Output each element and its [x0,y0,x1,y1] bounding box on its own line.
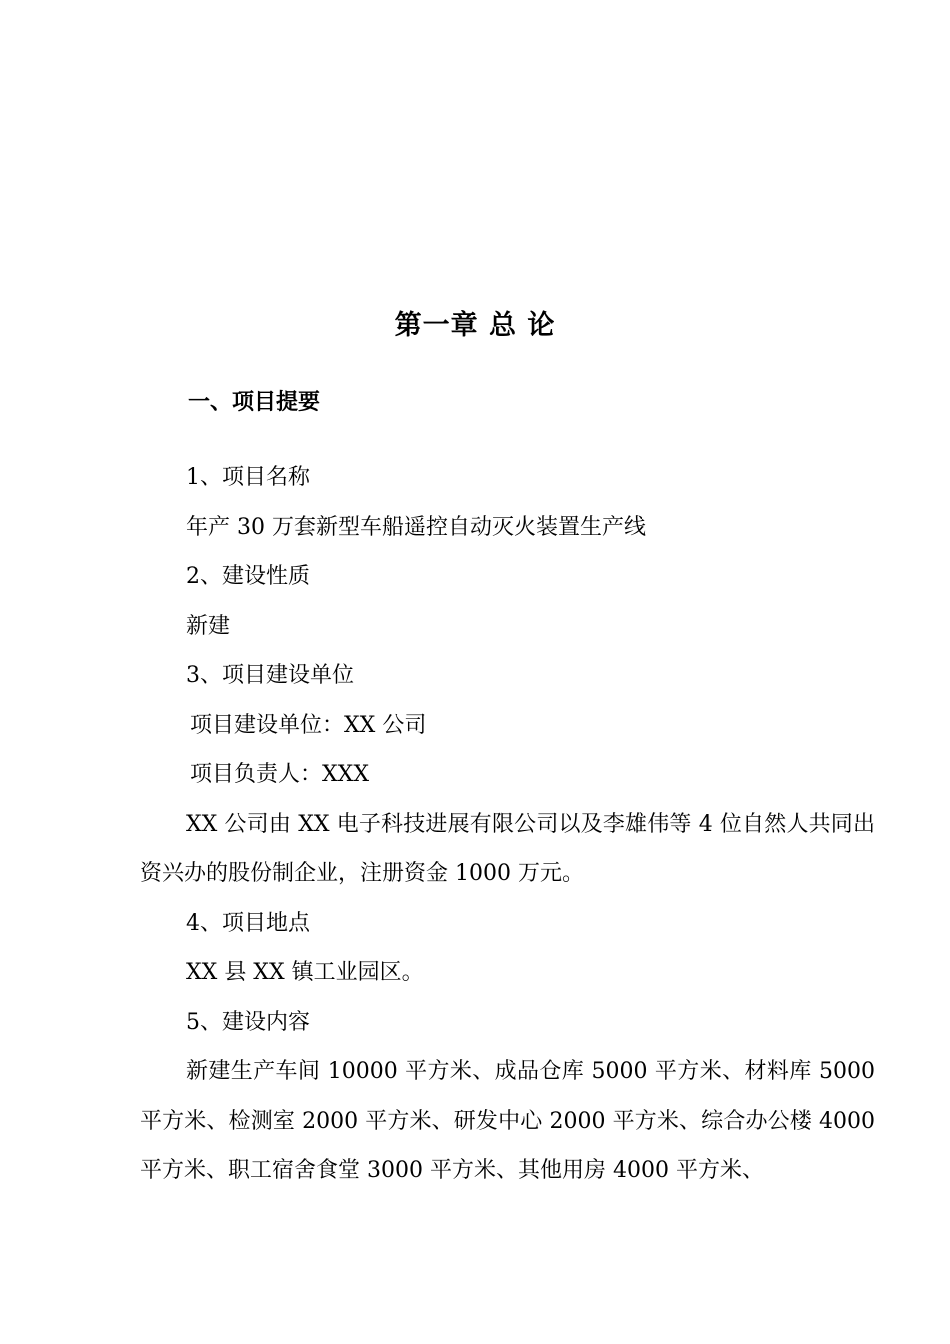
item-name-label: 1、项目名称 [186,465,310,490]
item-location-label: 4、项目地点 [186,910,310,936]
item-nature-value: 新建 [186,613,231,639]
item-unit-value: 项目建设单位：XX 公司 [190,712,427,738]
item-location-value: XX 县 XX 镇工业园区。 [186,960,424,985]
item-nature-label: 2、建设性质 [186,564,310,589]
item-leader-value: 项目负责人：XXX [190,762,369,787]
company-description: XX 公司由 XX 电子科技进展有限公司以及李雄伟等 4 位自然人共同出资兴办的股份制企业，注册资金 1000 万元。 [140,811,875,886]
item-name-value: 年产 30 万套新型车船遥控自动灭火装置生产线 [186,514,646,540]
item-content-label: 5、建设内容 [186,1009,310,1035]
section-heading: 一、项目提要 [188,390,321,415]
construction-content: 新建生产车间 10000 平方米、成品仓库 5000 平方米、材料库 5000 平方米、检测室 2000 平方米、研发中心 2000 平方米、综合办公楼 4000 平方米、职工宿舍食堂 3000 平方米、其他用房 4000 平方米、 [140,1059,875,1183]
chapter-title: 第一章 总 论 [394,310,556,341]
body-text [140,453,875,1196]
item-unit-label: 3、项目建设单位 [186,663,354,688]
